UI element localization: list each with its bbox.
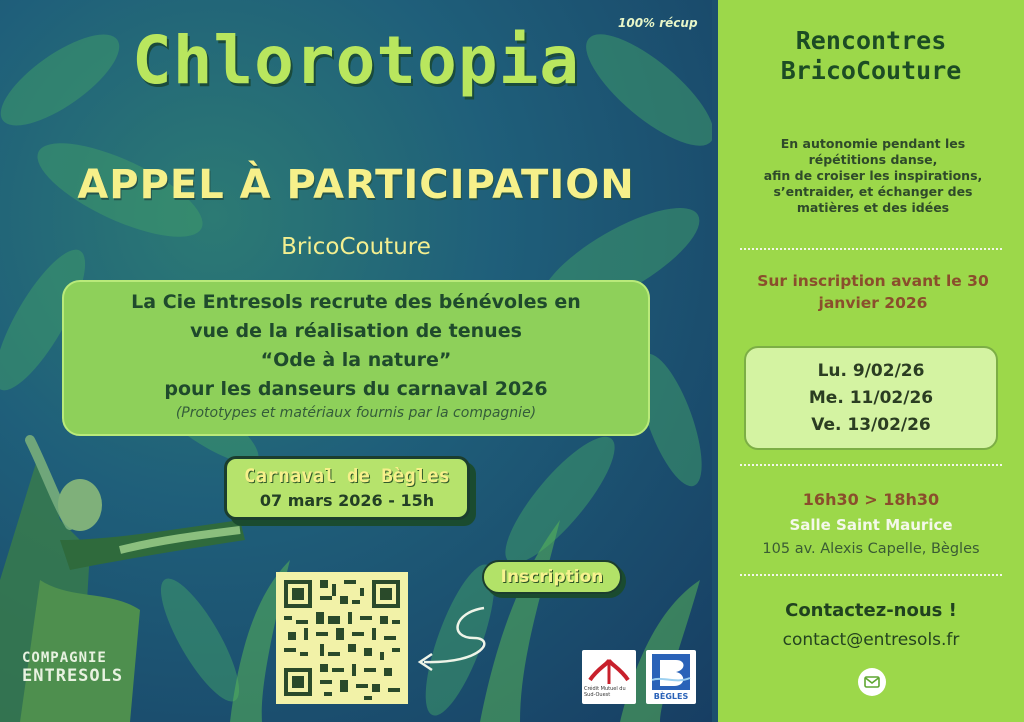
contact-heading: Contactez-nous ! — [785, 600, 957, 621]
call-for-participation-heading: APPEL À PARTICIPATION — [77, 162, 635, 208]
registration-deadline — [728, 270, 1018, 314]
subtitle: BricoCouture — [281, 234, 431, 260]
session-time: 16h30 > 18h30 — [802, 490, 940, 509]
venue-address: 105 av. Alexis Capelle, Bègles — [762, 541, 980, 557]
dotted-divider — [740, 464, 1002, 466]
session-date: Lu. 9/02/26 — [817, 361, 925, 381]
session-date: Ve. 13/02/26 — [811, 415, 931, 435]
info-note: (Prototypes et matériaux fournis par la compagnie) — [175, 405, 537, 421]
venue-name: Salle Saint Maurice — [789, 516, 953, 534]
desc-line: En autonomie pendant les — [780, 136, 966, 151]
carnival-title: Carnaval de Bègles — [244, 465, 450, 487]
info-line: pour les danseurs du carnaval 2026 — [164, 378, 548, 400]
session-date: Me. 11/02/26 — [808, 388, 934, 408]
session-dates-box — [744, 346, 998, 450]
credit-mutuel-text: Crédit Mutuel du Sud-Ouest — [584, 686, 626, 698]
info-box — [62, 280, 650, 436]
desc-line: répétitions danse, — [808, 152, 938, 167]
inscription-button[interactable]: Inscription — [482, 560, 622, 594]
deadline-line: Sur inscription avant le 30 — [757, 272, 989, 290]
desc-line: afin de croiser les inspirations, — [763, 168, 983, 183]
logo-line: COMPAGNIE — [22, 650, 107, 666]
dotted-divider — [740, 574, 1002, 576]
recup-tag: 100% récup — [618, 16, 698, 30]
curved-arrow-icon — [414, 598, 504, 678]
panel-title — [718, 26, 1024, 86]
panel-title-line: BricoCouture — [780, 56, 962, 85]
credit-mutuel-logo — [582, 650, 636, 704]
mail-icon-graphic — [858, 668, 886, 696]
main-title: Chlorotopia — [131, 22, 581, 99]
desc-line: s’entraider, et échanger des — [773, 184, 973, 199]
qr-code-icon[interactable] — [276, 572, 408, 704]
begles-logo — [646, 650, 696, 704]
carnival-box — [224, 456, 470, 520]
info-panel — [718, 0, 1024, 722]
logo-line: ENTRESOLS — [22, 666, 124, 686]
dotted-divider — [740, 248, 1002, 250]
desc-line: matières et des idées — [796, 200, 950, 215]
info-line: “Ode à la nature” — [260, 349, 452, 371]
info-line: vue de la réalisation de tenues — [190, 320, 522, 342]
panel-title-line: Rencontres — [795, 26, 947, 55]
qr-code-graphic — [276, 572, 408, 704]
mail-icon[interactable] — [858, 668, 886, 696]
compagnie-entresols-logo — [22, 650, 123, 686]
begles-text: BÈGLES — [653, 692, 689, 701]
panel-description — [732, 136, 1014, 216]
info-line: La Cie Entresols recrute des bénévoles en — [131, 291, 581, 313]
contact-email-link[interactable]: contact@entresols.fr — [782, 630, 960, 650]
deadline-line: janvier 2026 — [818, 294, 928, 312]
carnival-date: 07 mars 2026 - 15h — [259, 491, 435, 510]
